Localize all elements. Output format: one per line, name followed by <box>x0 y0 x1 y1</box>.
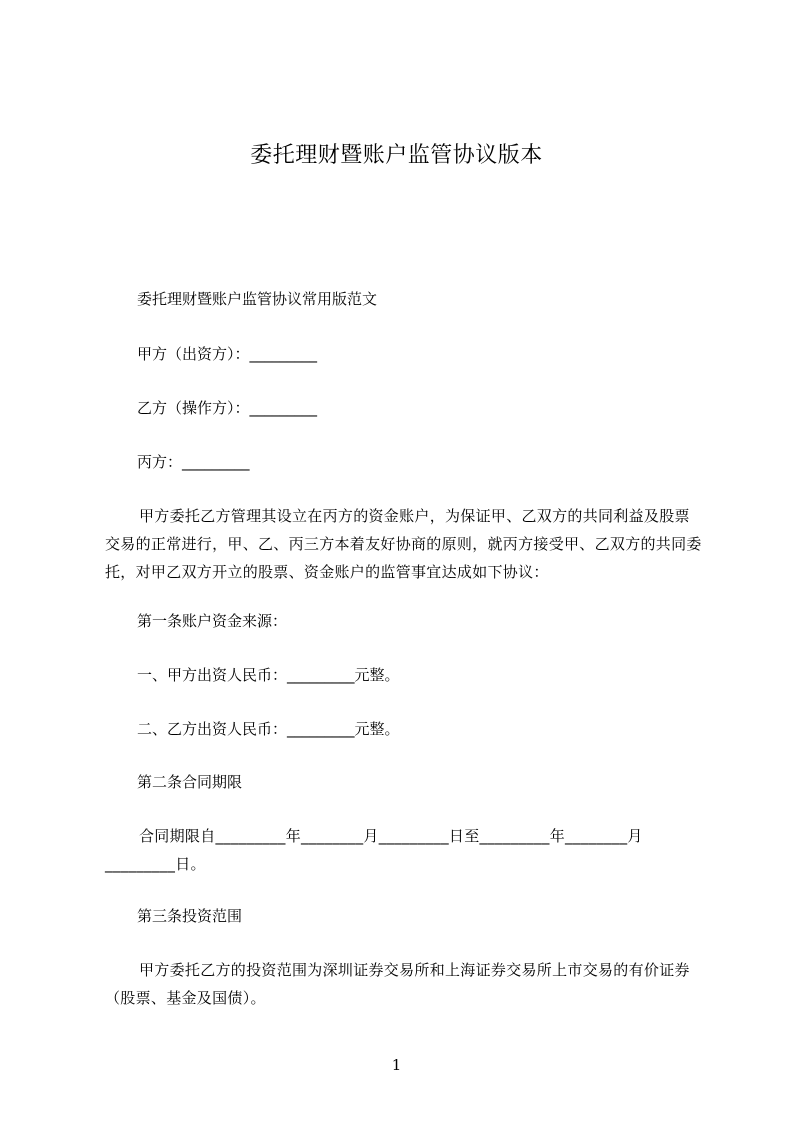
intro-paragraph: 甲方委托乙方管理其设立在丙方的资金账户，为保证甲、乙双方的共同利益及股票交易的正常进行，甲、乙、丙三方本着友好协商的原则，就丙方接受甲、乙双方的共同委托，对甲乙双方开立的股票、资金账户的监管事宜达成如下协议： <box>105 507 702 581</box>
article1-item2: 二、乙方出资人民币：_________元整。 <box>137 720 400 738</box>
party-c-line: 丙方：_________ <box>137 453 250 471</box>
page-number: 1 <box>391 1056 402 1074</box>
article1-item1: 一、甲方出资人民币：_________元整。 <box>137 666 400 684</box>
article2-text: 合同期限自_________年________月_________日至_________年________月_________日。 <box>105 827 643 873</box>
party-b-line: 乙方（操作方）：_________ <box>137 399 318 417</box>
document-subtitle: 委托理财暨账户监管协议常用版范文 <box>137 290 378 308</box>
article3-title: 第三条投资范围 <box>137 907 243 925</box>
document-title: 委托理财暨账户监管协议版本 <box>250 143 543 168</box>
article2-title: 第二条合同期限 <box>137 773 243 791</box>
article1-title: 第一条账户资金来源： <box>137 612 288 630</box>
article3-text: 甲方委托乙方的投资范围为深圳证券交易所和上海证券交易所上市交易的有价证券（股票、基金及国债）。 <box>105 961 690 1007</box>
party-a-line: 甲方（出资方）：_________ <box>137 345 318 363</box>
